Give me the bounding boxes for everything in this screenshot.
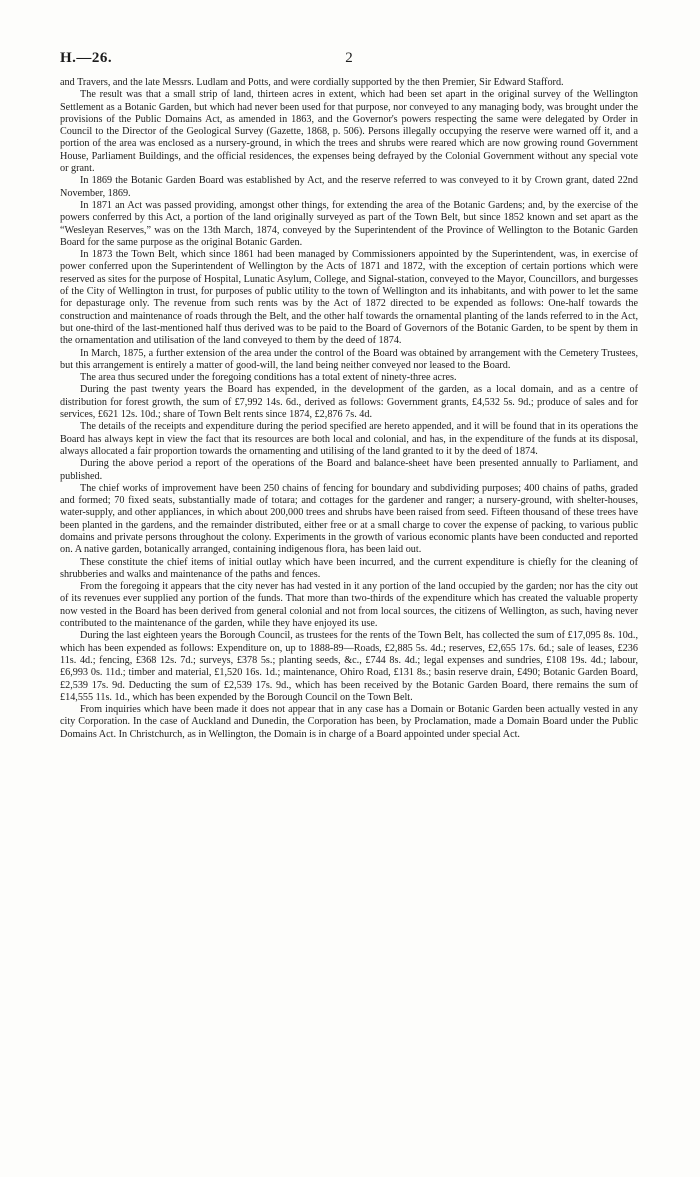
- paragraph-expenditure: During the past twenty years the Board has expended, in the development of the garden, as a local domain, and as a centre of distribution for forest growth, the sum of £7,992 14s. 6d., derived as follows: Government grants, £4,532 5s. 9d.; produce of sales and for services, £621 12s. 10d.; share of Town Belt rents since 1874, £2,876 7s. 4d.: [60, 384, 638, 421]
- paragraph-extension-1875: In March, 1875, a further extension of the area under the control of the Board was obtained by arrangement with the Cemetery Trustees, but this arrangement is entirely a matter of good-will, the land being neither conveyed nor leased to the Board.: [60, 347, 638, 371]
- paragraph-annual-reports: During the above period a report of the operations of the Board and balance-sheet have been presented annually to Parliament, and published.: [60, 458, 638, 482]
- paragraph-act-1871: In 1871 an Act was passed providing, amongst other things, for extending the area of the Botanic Gardens; and, by the exercise of the powers conferred by this Act, a portion of the land originally surveyed as part of the Town Belt, but since 1852 known and set apart as the “Wesleyan Reserves,” was on the 13th March, 1874, conveyed by the Superintendent of the Province of Wellington to the Botanic Garden Board for the same purpose as the original Botanic Garden.: [60, 199, 638, 248]
- paragraph-borough-council: During the last eighteen years the Borough Council, as trustees for the rents of the Town Belt, has collected the sum of £17,095 8s. 10d., which has been expended as follows: Expenditure on, up to 1888-89—Roads, £2,885 5s. 4d.; reserves, £2,655 17s. 6d.; sale of leases, £236 11s. 4d.; fencing, £368 12s. 7d.; surveys, £378 5s.; planting seeds, &c., £744 8s. 4d.; legal expenses and sundries, £108 19s. 4d.; labour, £6,993 0s. 11d.; timber and material, £1,520 16s. 1d.; maintenance, Ohiro Road, £131 8s.; basin reserve drain, £490; Botanic Garden Board, £2,539 17s. 9d. Deducting the sum of £2,539 17s. 9d., which has been received by the Botanic Garden Board, there remains the sum of £14,555 11s. 1d., which has been expended by the Borough Council on the Town Belt.: [60, 630, 638, 703]
- body-text: [60, 77, 638, 741]
- paragraph-town-belt-1873: In 1873 the Town Belt, which since 1861 had been managed by Commissioners appointed by the Superintendent, was, in exercise of power conferred upon the Superintendent of Wellington by the Acts of 1871 and 1872, with the exception of certain portions which were reserved as sites for the purpose of Hospital, Lunatic Asylum, College, and Signal-station, conveyed to the Mayor, Councillors, and burgesses of the City of Wellington in trust, for purposes of public utility to the town of Wellington and its inhabitants, and with power to let the same for depasturage only. The revenue from such rents was by the Act of 1872 directed to be expended as follows: One-half towards the construction and maintenance of roads through the Belt, and the other half towards the ornamental planting of the lands referred to in the Act, but one-third of the last-mentioned half thus derived was to be paid to the Board of Governors of the Botanic Garden, to be spent by them in the ornamentation and utilisation of the land conveyed to them by the deed of 1874.: [60, 249, 638, 347]
- paragraph-continuation: and Travers, and the late Messrs. Ludlam and Potts, and were cordially supported by the then Premier, Sir Edward Stafford.: [60, 77, 564, 88]
- page-number: 2: [345, 50, 353, 66]
- page-header: [60, 50, 638, 72]
- paragraph-chief-works: The chief works of improvement have been 250 chains of fencing for boundary and subdividing purposes; 400 chains of paths, graded and formed; 70 fixed seats, substantially made of totara; and cottages for the gardener and ranger; a nursery-ground, with shelter-houses, water-supply, and other appliances, in which about 200,000 trees and shrubs have been raised from seed. Fifteen thousand of these trees have been planted in the gardens, and the remainder distributed, either free or at a small charge to cover the expense of packing, to various public domains and private persons throughout the colony. Experiments in the growth of various economic plants have been conducted and reported on. A native garden, botanically arranged, containing indigenous flora, has been laid out.: [60, 482, 638, 556]
- paragraph-total-area: The area thus secured under the foregoing conditions has a total extent of ninety-three acres.: [80, 372, 457, 384]
- paragraph-initial-outlay: These constitute the chief items of initial outlay which have been incurred, and the current expenditure is chiefly for the cleaning of shrubberies and walks and maintenance of the paths and fences.: [60, 556, 638, 580]
- paragraph-receipts-details: The details of the receipts and expenditure during the period specified are hereto appended, and it will be found that in its operations the Board has always kept in view the fact that its resources are both local and colonial, and has, in the expenditure of the funds at its disposal, always allocated a fair proportion towards the ornamenting and utilising of the land granted to it by the deed of 1874.: [60, 421, 638, 457]
- paragraph-botanic-garden-origin: The result was that a small strip of land, thirteen acres in extent, which had been set apart in the original survey of the Wellington Settlement as a Botanic Garden, but which had never been used for that purpose, nor conveyed to any managing body, was brought under the provisions of the Public Domains Act, as amended in 1863, and the Governor's powers respecting the same were delegated by Order in Council to the Director of the Geological Survey (Gazette, 1868, p. 506). Persons illegally occupying the reserve were warned off it, and a portion of the area was enclosed as a nursery-ground, in which the trees and shrubs were reared which are now growing round Government House, Parliament Buildings, and the official residences, the expenses being defrayed by the Colonial Government without any special vote or grant.: [60, 89, 638, 175]
- paragraph-city-not-vested: From the foregoing it appears that the city never has had vested in it any portion of the land occupied by the garden; nor has the city out of its revenues ever supplied any portion of the funds. That more than two-thirds of the expenditure which has created the valuable property now vested in the Board has been derived from general colonial and not from local sources, the citizens of Wellington, as such, having never contributed to the maintenance of the garden, while they have enjoyed its use.: [60, 581, 638, 630]
- document-reference: H.—26.: [60, 50, 113, 66]
- paragraph-board-established-1869: In 1869 the Botanic Garden Board was established by Act, and the reserve referred to was conveyed to it by Crown grant, dated 22nd November, 1869.: [60, 175, 638, 199]
- paragraph-other-cities: From inquiries which have been made it does not appear that in any case has a Domain or Botanic Garden been actually vested in any city Corporation. In the case of Auckland and Dunedin, the Corporation has been, by Proclamation, made a Domain Board under the Public Domains Act. In Christchurch, as in Wellington, the Domain is in charge of a Board appointed under special Act.: [60, 704, 638, 740]
